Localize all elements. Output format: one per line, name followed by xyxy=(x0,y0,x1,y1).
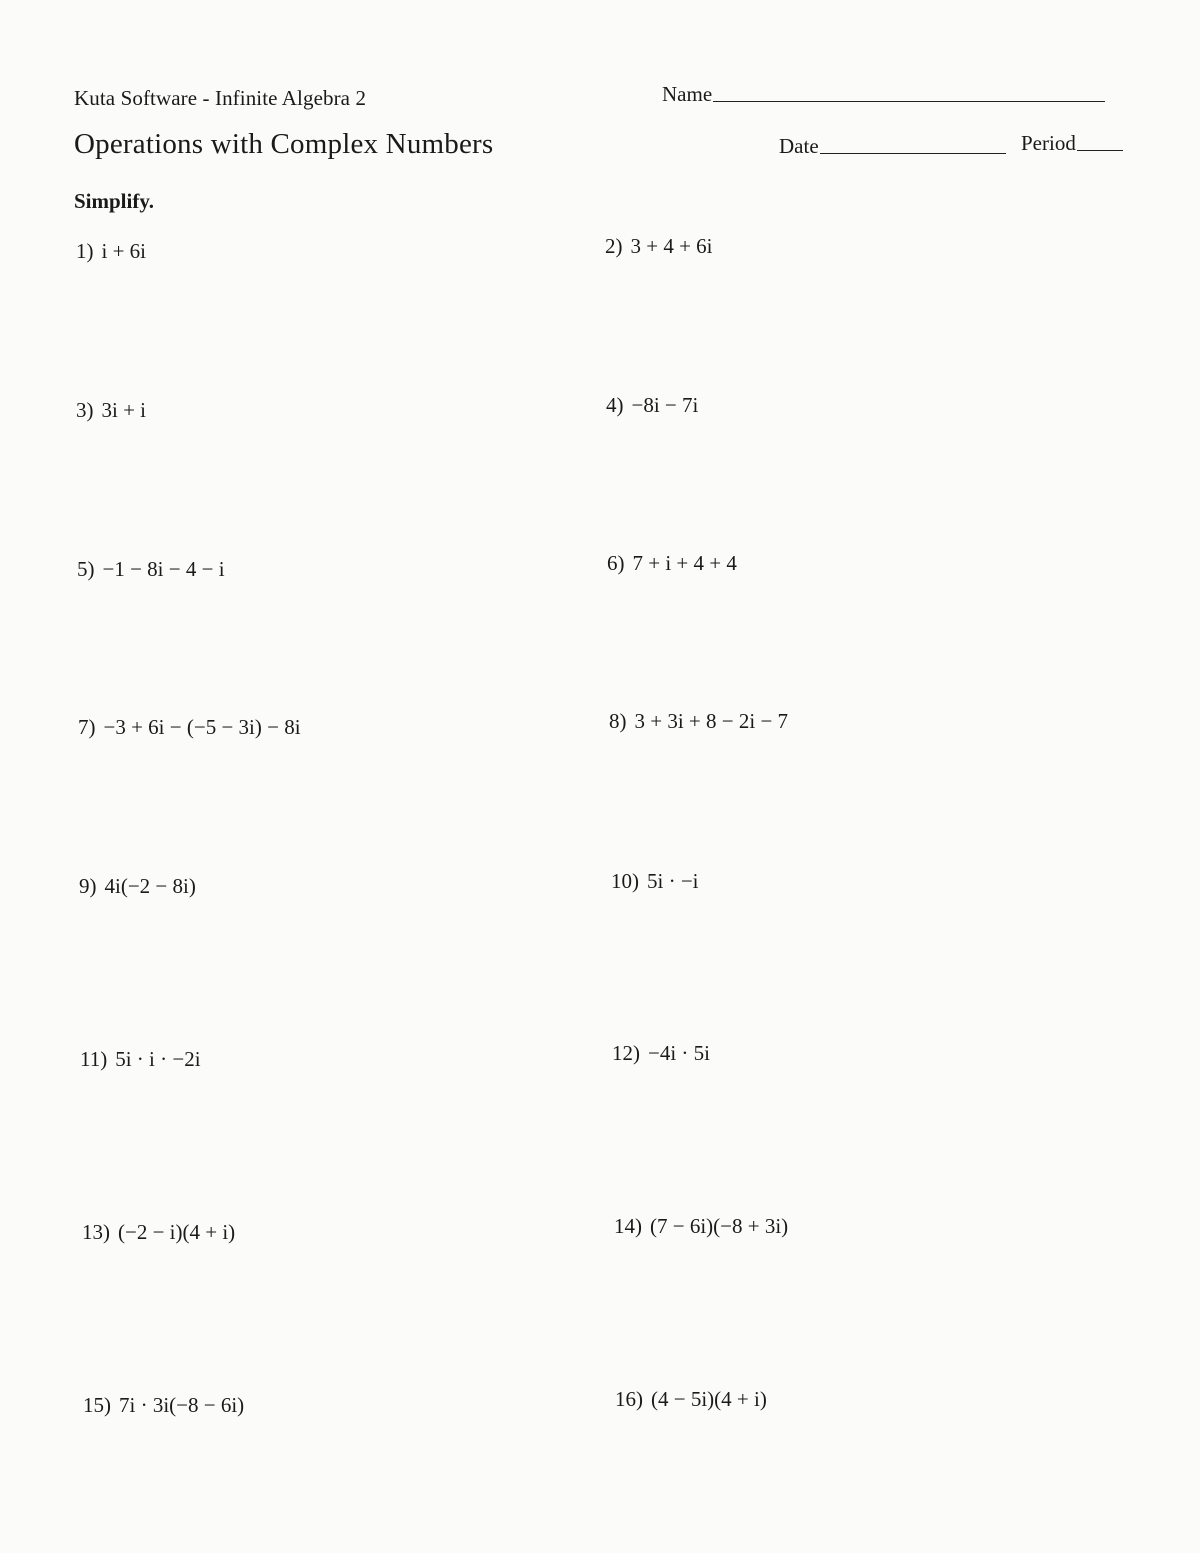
date-label: Date xyxy=(779,134,819,158)
problem-expression: i + 6i xyxy=(101,239,147,263)
problem-expression: 3i + i xyxy=(101,398,147,422)
problem-3 xyxy=(76,398,146,423)
problem-expression: 3 + 3i + 8 − 2i − 7 xyxy=(634,709,789,733)
instruction: Simplify. xyxy=(74,189,154,213)
problem-5 xyxy=(77,557,225,582)
problem-expression: −3 + 6i − (−5 − 3i) − 8i xyxy=(103,715,301,739)
period-label: Period xyxy=(1021,131,1076,155)
problem-number: 15) xyxy=(83,1393,111,1417)
problem-16 xyxy=(615,1387,767,1412)
problem-expression: −4i · 5i xyxy=(648,1041,711,1065)
problem-number: 9) xyxy=(79,874,97,898)
problem-expression: 5i · −i xyxy=(647,869,699,893)
problem-expression: (−2 − i)(4 + i) xyxy=(118,1220,236,1244)
name-label: Name xyxy=(662,82,713,106)
problem-expression: −1 − 8i − 4 − i xyxy=(102,557,225,581)
date-field[interactable] xyxy=(779,134,1006,159)
problem-expression: (7 − 6i)(−8 + 3i) xyxy=(650,1214,789,1238)
problem-expression: 4i(−2 − 8i) xyxy=(104,874,196,898)
problem-number: 3) xyxy=(76,398,94,422)
problem-4 xyxy=(606,393,698,418)
problem-1 xyxy=(76,239,146,264)
problem-expression: 5i · i · −2i xyxy=(115,1047,201,1071)
problem-12 xyxy=(612,1041,710,1066)
problem-number: 16) xyxy=(615,1387,643,1411)
problem-number: 8) xyxy=(609,709,627,733)
date-blank-line[interactable] xyxy=(820,152,1006,154)
problem-2 xyxy=(605,234,713,259)
problem-13 xyxy=(82,1220,235,1245)
name-field[interactable] xyxy=(662,82,1105,107)
name-blank-line[interactable] xyxy=(713,100,1105,102)
problem-number: 10) xyxy=(611,869,639,893)
problem-expression: 7 + i + 4 + 4 xyxy=(632,551,737,575)
problem-expression: (4 − 5i)(4 + i) xyxy=(651,1387,767,1411)
problem-number: 5) xyxy=(77,557,95,581)
period-field[interactable] xyxy=(1021,131,1123,156)
publisher-label: Kuta Software - Infinite Algebra 2 xyxy=(74,86,367,110)
problem-number: 12) xyxy=(612,1041,640,1065)
problem-expression: −8i − 7i xyxy=(631,393,699,417)
problem-11 xyxy=(80,1047,201,1072)
problem-9 xyxy=(79,874,196,899)
problem-number: 6) xyxy=(607,551,625,575)
worksheet-title: Operations with Complex Numbers xyxy=(74,128,494,160)
problem-10 xyxy=(611,869,699,894)
problem-number: 13) xyxy=(82,1220,110,1244)
period-blank-line[interactable] xyxy=(1077,149,1123,151)
problem-expression: 7i · 3i(−8 − 6i) xyxy=(119,1393,245,1417)
problem-number: 11) xyxy=(80,1047,108,1071)
problem-8 xyxy=(609,709,788,734)
problem-number: 7) xyxy=(78,715,96,739)
problem-number: 2) xyxy=(605,234,623,258)
problem-15 xyxy=(83,1393,244,1418)
problem-14 xyxy=(614,1214,788,1239)
problem-number: 4) xyxy=(606,393,624,417)
problem-6 xyxy=(607,551,737,576)
problem-number: 14) xyxy=(614,1214,642,1238)
problem-7 xyxy=(78,715,301,740)
problem-expression: 3 + 4 + 6i xyxy=(630,234,713,258)
problem-number: 1) xyxy=(76,239,94,263)
